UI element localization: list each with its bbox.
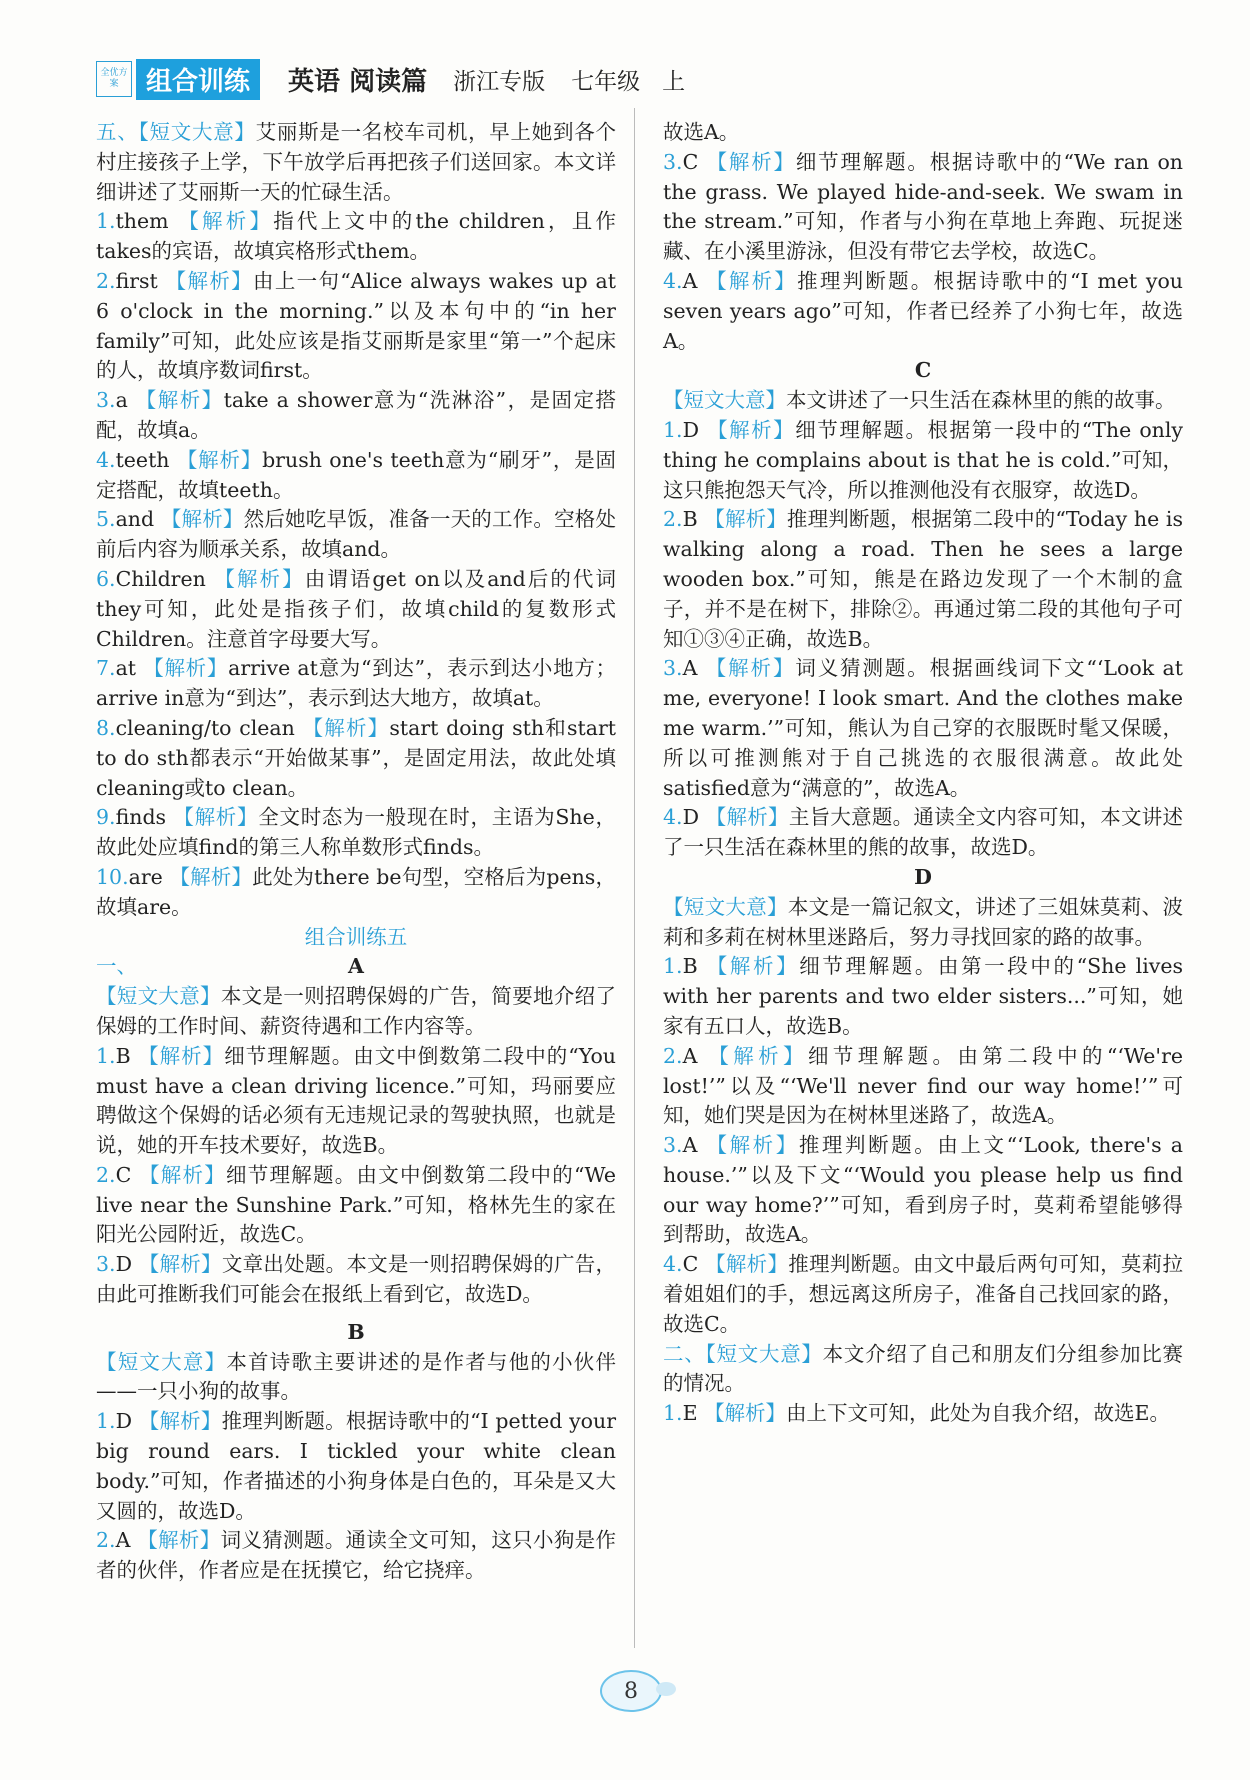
answer-item: 4.teeth 【解析】brush one's teeth意为“刷牙”，是固定搭配，故填teeth。 <box>96 447 616 502</box>
answer-item: 4.D 【解析】主旨大意题。通读全文内容可知，本文讲述了一只生活在森林里的熊的故事，故选D。 <box>663 805 1183 860</box>
passage-heading: C <box>914 358 932 383</box>
answer-item: 1.B 【解析】细节理解题。由文中倒数第二段中的“You must have a clean driving licence.”可知，玛丽要应聘做这个保姆的话必须有无违规记录的驾驶执照，也就是说，她的开车技术要好，故选B。 <box>96 1043 616 1158</box>
answer-item: 5.and 【解析】然后她吃早饭，准备一天的工作。空格处前后内容为顺承关系，故填and。 <box>96 507 616 562</box>
answer-item: 2.C 【解析】细节理解题。由文中倒数第二段中的“We live near the Sunshine Park.”可知，格林先生的家在阳光公园附近，故选C。 <box>96 1162 616 1247</box>
answer-item: 1.B 【解析】细节理解题。由第一段中的“She lives with her parents and two elder sisters...”可知，她家有五口人，故选B。 <box>663 954 1183 1038</box>
answer-item: 1.D 【解析】推理判断题。根据诗歌中的“I petted your big round ears. I tickled your white clean body.”可知，作者描述的小狗身体是白色的，耳朵是又大又圆的，故选D。 <box>96 1409 617 1523</box>
answer-item: 3.A 【解析】推理判断题。由上文“‘Look, there's a house.’”以及下文“‘Would you please help us find our way home?’”可知，看到房子时，莫莉希望能够得到帮助，故选A。 <box>663 1133 1183 1247</box>
summary: 【短文大意】本文是一篇记叙文，讲述了三姐妹莫莉、波莉和多莉在树林里迷路后，努力寻找回家的路的故事。 <box>663 894 1183 949</box>
answer-item: 3.a 【解析】take a shower意为“洗淋浴”，是固定搭配，故填a。 <box>96 388 616 442</box>
summary: 二、【短文大意】本文介绍了自己和朋友们分组参加比赛的情况。 <box>663 1341 1184 1396</box>
passage-heading: B <box>347 1319 365 1344</box>
answer-item: 1.D 【解析】细节理解题。根据第一段中的“The only thing he complains about is that he is cold.”可知，这只熊抱怨天气冷，所以推测他没有衣服穿，故选D。 <box>663 417 1183 502</box>
book-grade: 七年级 <box>571 68 641 95</box>
answer-item: 9.finds 【解析】全文时态为一般现在时，主语为She，故此处应填find的第三人称单数形式finds。 <box>96 805 616 860</box>
answer-item: 1.them 【解析】指代上文中的the children，且作takes的宾语，故填宾格形式them。 <box>96 209 616 264</box>
book-edition: 浙江专版 <box>453 68 546 95</box>
right-column <box>663 118 1183 1429</box>
series-title: 组合训练 <box>136 59 260 100</box>
answer-item: 2.B 【解析】推理判断题，根据第二段中的“Today he is walking along a road. Then he sees a large wooden box.”可知，熊是在路边发现了一个木制的盒子，并不是在树下，排除②。再通过第二段的其他句子可知①③④正确，故选B。 <box>663 507 1183 651</box>
passage-heading: D <box>914 864 932 889</box>
answer-item: 3.D 【解析】文章出处题。本文是一则招聘保姆的广告，由此可推断我们可能会在报纸上看到它，故选D。 <box>96 1252 616 1307</box>
summary: 【短文大意】本文讲述了一只生活在森林里的熊的故事。 <box>663 388 1176 413</box>
summary: 五、【短文大意】艾丽斯是一名校车司机，早上她到各个村庄接孩子上学，下午放学后再把孩子们送回家。本文详细讲述了艾丽斯一天的忙碌生活。 <box>96 120 617 204</box>
book-subject: 英语 阅读篇 <box>288 66 428 97</box>
answer-item: 10.are 【解析】此处为there be句型，空格后为pens，故填are。 <box>96 864 616 919</box>
page-footer <box>590 1668 670 1712</box>
answer-item: 3.A 【解析】词义猜测题。根据画线词下文“‘Look at me, everyone! I look smart. And the clothes make me warm.’”可知，熊认为自己穿的衣服既时髦又保暖，所以可推测熊对于自己挑选的衣服很满意。故此处satisfied意为“满意的”，故选A。 <box>663 656 1183 800</box>
answer-item: 2.A 【解析】细节理解题。由第二段中的“‘We're lost!’”以及“‘We'll never find our way home!’”可知，她们哭是因为在树林里迷路了，故选A。 <box>663 1043 1184 1128</box>
answer-item: 1.E 【解析】由上下文可知，此处为自我介绍，故选E。 <box>663 1401 1171 1426</box>
left-column <box>96 118 616 1586</box>
section-title: 组合训练五 <box>304 924 408 949</box>
page-header <box>96 58 685 100</box>
answer-item: 4.C 【解析】推理判断题。由文中最后两句可知，莫莉拉着姐姐们的手，想远离这所房子，准备自己找回家的路，故选C。 <box>663 1252 1183 1336</box>
answer-continued: 故选A。 <box>663 120 740 144</box>
summary: 【短文大意】本文是一则招聘保姆的广告，简要地介绍了保姆的工作时间、薪资待遇和工作内容等。 <box>96 984 616 1038</box>
column-divider <box>634 108 635 1648</box>
part-heading: 一、 A <box>96 954 364 979</box>
publisher-logo: 全优方案 <box>96 61 132 97</box>
answer-item: 2.A 【解析】词义猜测题。通读全文可知，这只小狗是作者的伙伴，作者应是在抚摸它，给它挠痒。 <box>96 1528 617 1583</box>
answer-item: 3.C 【解析】细节理解题。根据诗歌中的“We ran on the grass. We played hide-and-seek. We swam in the stream.”可知，作者与小狗在草地上奔跑、玩捉迷藏、在小溪里游泳，但没有带它去学校，故选C。 <box>663 149 1183 264</box>
page-number: 8 <box>600 1670 662 1712</box>
answer-item: 7.at 【解析】arrive at意为“到达”，表示到达小地方；arrive in意为“到达”，表示到达大地方，故填at。 <box>96 656 616 711</box>
wave-decoration-icon <box>656 1682 676 1696</box>
book-volume: 上 <box>662 68 686 95</box>
answer-item: 4.A 【解析】推理判断题。根据诗歌中的“I met you seven years ago”可知，作者已经养了小狗七年，故选A。 <box>663 268 1184 353</box>
summary: 【短文大意】本首诗歌主要讲述的是作者与他的小伙伴——一只小狗的故事。 <box>96 1349 617 1404</box>
answer-item: 8.cleaning/to clean 【解析】start doing sth和start to do sth都表示“开始做某事”，是固定用法，故此处填cleaning或to clean。 <box>96 715 616 800</box>
answer-item: 2.first 【解析】由上一句“Alice always wakes up at 6 o'clock in the morning.”以及本句中的“in her family”可知，此处应该是指艾丽斯是家里“第一”个起床的人，故填序数词first。 <box>96 268 616 383</box>
answer-item: 6.Children 【解析】由谓语get on以及and后的代词they可知，此处是指孩子们，故填child的复数形式Children。注意首字母要大写。 <box>96 566 616 651</box>
